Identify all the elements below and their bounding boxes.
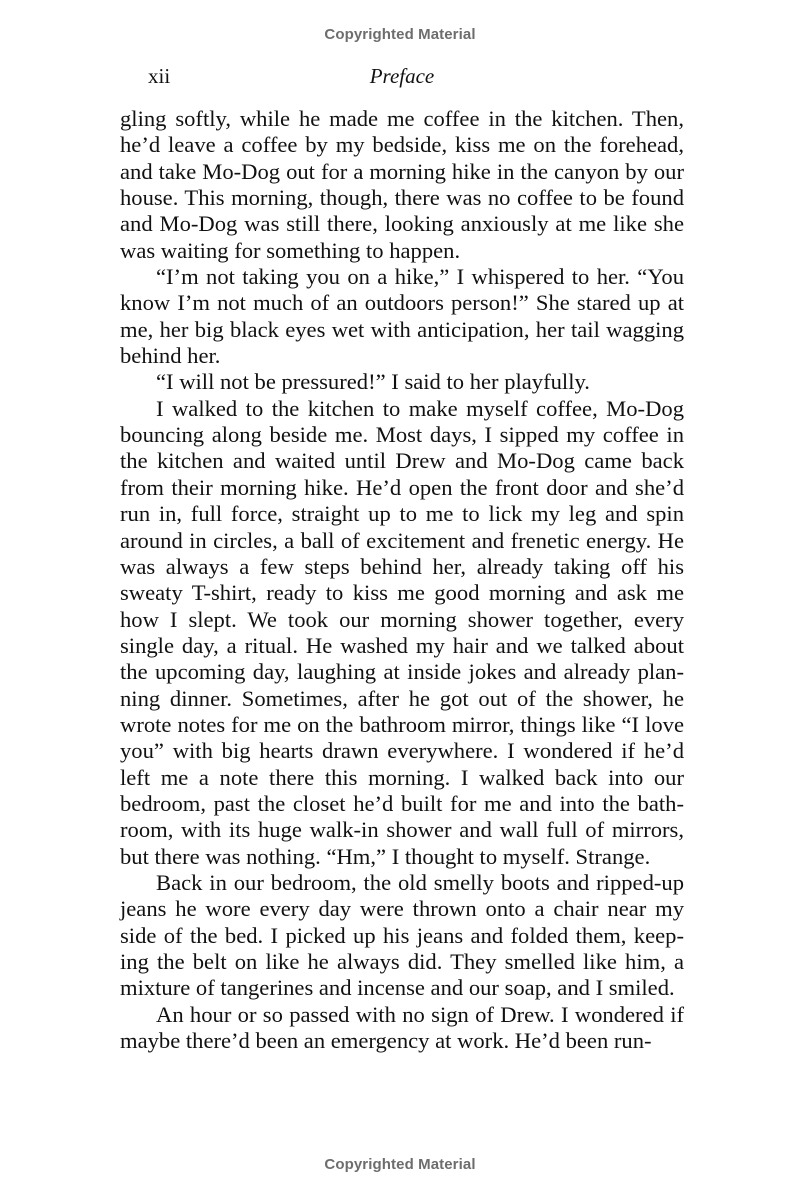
running-head (120, 64, 684, 94)
copyright-banner-top: Copyrighted Material (324, 26, 476, 43)
paragraph: gling softly, while he made me coffee in the kitchen. Then, he’d leave a coffee by my bedside, kiss me on the forehead, and take Mo-Dog out for a morning hike in the canyon by our house. This morning, though, there was no coffee to be found and Mo-Dog was still there, looking anxiously at me like she was waiting for something to happen. (120, 106, 684, 263)
paragraph: “I will not be pressured!” I said to her playfully. (156, 369, 590, 395)
paragraph: An hour or so passed with no sign of Drew. I wondered if maybe there’d been an emergency at work. He’d been run- (120, 1001, 684, 1054)
copyright-banner-bottom: Copyrighted Material (324, 1156, 476, 1173)
running-title: Preface (369, 64, 435, 88)
paragraph: “I’m not taking you on a hike,” I whispered to her. “You know I’m not much of an outdoors person!” She stared up at me, her big black eyes wet with anticipation, her tail wagging behind her. (120, 264, 684, 369)
paragraph: Back in our bedroom, the old smelly boots and ripped-up jeans he wore every day were thrown onto a chair near my side of the bed. I picked up his jeans and folded them, keeping the belt on like he always did. They smelled like him, a mixture of tangerines and incense and our soap, and I smiled. (120, 869, 684, 1001)
page-number: xii (148, 64, 171, 88)
paragraph: I walked to the kitchen to make myself coffee, Mo-Dog bouncing along beside me. Most days, I sipped my coffee in the kitchen and waited until Drew and Mo-Dog came back from their morning hike. He’d open the front door and she’d run in, full force, straight up to me to lick my leg and spin around in circles, a ball of excitement and frenetic energy. He was always a few steps behind her, already taking off his sweaty T-shirt, ready to kiss me good morning and ask me how I slept. We took our morning shower together, every single day, a ritual. He washed my hair and we talked about the upcoming day, laughing at inside jokes and already planning dinner. Sometimes, after he got out of the shower, he wrote notes for me on the bathroom mirror, things like “I love you” with big hearts drawn everywhere. I wondered if he’d left me a note there this morning. I walked back into our bedroom, past the closet he’d built for me and into the bathroom, with its huge walk-in shower and wall full of mirrors, but there was nothing. “Hm,” I thought to myself. Strange. (120, 395, 684, 869)
body-text (120, 106, 684, 1054)
